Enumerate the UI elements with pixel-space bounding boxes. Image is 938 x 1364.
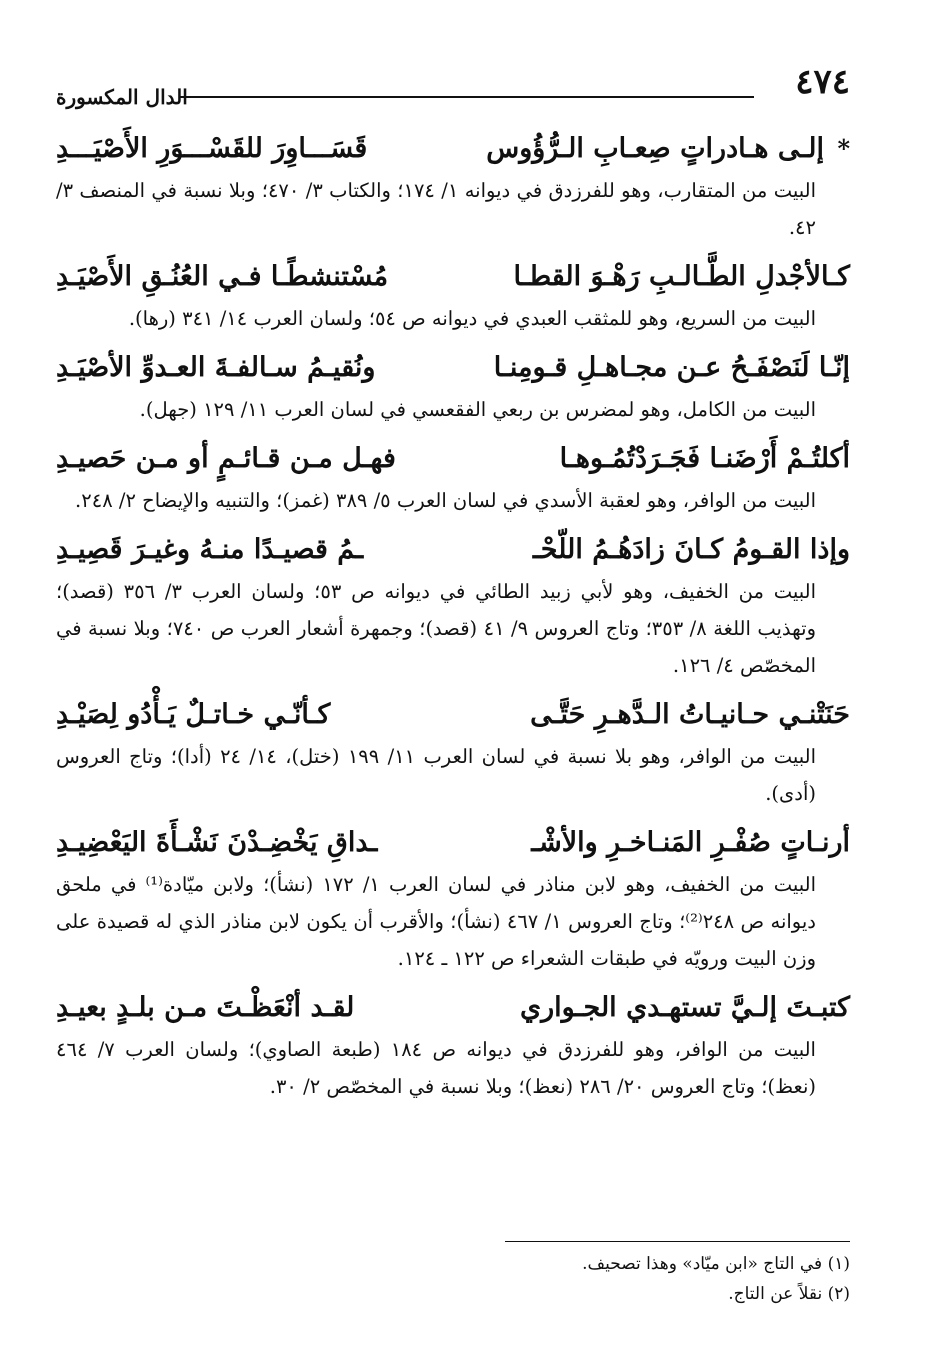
second-hemistich: كـأنّـي خـاتـلٌ يَـأْدُو لِصَيْـدِ	[56, 699, 331, 730]
footnote-rule	[505, 1241, 850, 1242]
second-hemistich: قَسَـــاوِرَ للقَسْـــوَرِ الأَصْيَـــدِ	[56, 133, 368, 164]
verse-note: البيت من السريع، وهو للمثقب العبدي في ديوانه ص ٥٤؛ ولسان العرب ١٤/ ٣٤١ (رها).	[128, 307, 816, 330]
verse-line	[56, 527, 850, 573]
first-hemistich: أكلتُـمْ أَرْضَنـا فَجَـرَدْتُمُـوهـا	[559, 443, 850, 474]
first-hemistich: حَنَتْنـي حـانيـاتُ الـدَّهـرِ حَتَّـى	[530, 699, 850, 730]
first-hemistich: أرنـاتٍ صُفْـرِ المَنـاخـرِ والأشْـ	[531, 827, 850, 858]
verse-entry	[56, 126, 850, 246]
book-page	[56, 56, 850, 1326]
footnotes	[56, 1249, 850, 1309]
second-hemistich: فهـل مـن قـائـمٍ أو مـن حَصيـدِ	[56, 443, 396, 474]
verse-note: البيت من المتقارب، وهو للفرزدق في ديوانه ١/ ١٧٤؛ والكتاب ٣/ ٤٧٠؛ وبلا نسبة في المنصف ٣/ ٤٢.	[56, 179, 816, 239]
footnote-item: (٢) نقلاً عن التاج.	[728, 1284, 850, 1304]
verse-line	[56, 985, 850, 1031]
first-hemistich: كتبـتَ إلـيَّ تستهـدي الجـواري	[519, 992, 850, 1023]
asterisk-marker: *	[837, 134, 850, 163]
verse-entry	[56, 692, 850, 812]
verse-line	[56, 820, 850, 866]
second-hemistich: ـمُ قصيـدًا منـهُ وغيـرَ قَصِيـدِ	[56, 534, 364, 565]
first-hemistich: كـالأجْدلِ الطَّـالـبِ رَهْـوَ القطـا	[513, 261, 850, 292]
page-number: ٤٧٤	[795, 62, 850, 102]
verse-entry	[56, 985, 850, 1105]
verse-note: البيت من الكامل، وهو لمضرس بن ربعي الفقعسي في لسان العرب ١١/ ١٢٩ (جهل).	[139, 398, 816, 421]
running-title: الدال المكسورة	[56, 85, 188, 109]
verse-line	[56, 254, 850, 300]
verse-note: البيت من الخفيف، وهو لأبي زبيد الطائي في ديوانه ص ٥٣؛ ولسان العرب ٣/ ٣٥٦ (قصد)؛ وتهذيب اللغة ٨/ ٣٥٣؛ وتاج العروس ٩/ ٤١ (قصد)؛ وجمهرة أشعار العرب ص ٧٤٠؛ وبلا نسبة في المخصّص ٤/ ١٢٦.	[56, 580, 816, 677]
verse-note: البيت من الوافر، وهو لعقبة الأسدي في لسان العرب ٥/ ٣٨٩ (غمز)؛ والتنبيه والإيضاح ٢/ ٢٤٨.	[75, 489, 816, 512]
second-hemistich: ونُقيـمُ سـالفـةَ العـدوِّ الأصْيَـدِ	[56, 352, 376, 383]
verse-line	[56, 436, 850, 482]
verse-entry	[56, 527, 850, 684]
verse-note: البيت من الوافر، وهو بلا نسبة في لسان العرب ١١/ ١٩٩ (ختل)، ١٤/ ٢٤ (أدا)؛ وتاج العروس (أدى).	[56, 745, 816, 805]
verse-entry	[56, 436, 850, 519]
page-header	[56, 62, 850, 112]
verse-line	[56, 692, 850, 738]
verse-line	[56, 126, 850, 172]
verse-entry	[56, 345, 850, 428]
header-rule	[180, 96, 754, 98]
verse-line	[56, 345, 850, 391]
entries-list	[56, 126, 850, 1113]
second-hemistich: لقـد أنْعَظْـتَ مـن بلـدٍ بعيـدِ	[56, 992, 355, 1023]
footnote-item: (١) في التاج «ابن ميّاد» وهذا تصحيف.	[582, 1254, 850, 1274]
verse-entry	[56, 254, 850, 337]
second-hemistich: ـداقِ يَخْضِـدْنَ نَشْـأَةَ اليَعْضِيـدِ	[56, 827, 378, 858]
verse-note: البيت من الوافر، وهو للفرزدق في ديوانه ص ١٨٤ (طبعة الصاوي)؛ ولسان العرب ٧/ ٤٦٤ (نعظ)؛ وتاج العروس ٢٠/ ٢٨٦ (نعظ)؛ وبلا نسبة في المخصّص ٢/ ٣٠.	[56, 1038, 816, 1098]
first-hemistich: وإذا القـومُ كـانَ زادَهُـمُ اللّحْـ	[532, 534, 850, 565]
second-hemistich: مُسْتنشطًـا فـي العُنُـقِ الأَصْيَـدِ	[56, 261, 389, 292]
verse-entry	[56, 820, 850, 977]
verse-note: البيت من الخفيف، وهو لابن مناذر في لسان العرب ١/ ١٧٢ (نشأ)؛ ولابن ميّادة⁽¹⁾ في ملحق ديوانه ص ٢٤٨⁽²⁾؛ وتاج العروس ١/ ٤٦٧ (نشأ)؛ والأقرب أن يكون لابن مناذر الذي له قصيدة على وزن البيت ورويّه في طبقات الشعراء ص ١٢٢ ـ ١٢٤.	[56, 873, 816, 970]
first-hemistich: إنّـا لَنَصْفَـحُ عـن مجـاهـلِ قـومِنـا	[493, 352, 850, 383]
first-hemistich: * إلـى هـادراتٍ صِعـابِ الـرُّؤُوس	[486, 133, 850, 164]
